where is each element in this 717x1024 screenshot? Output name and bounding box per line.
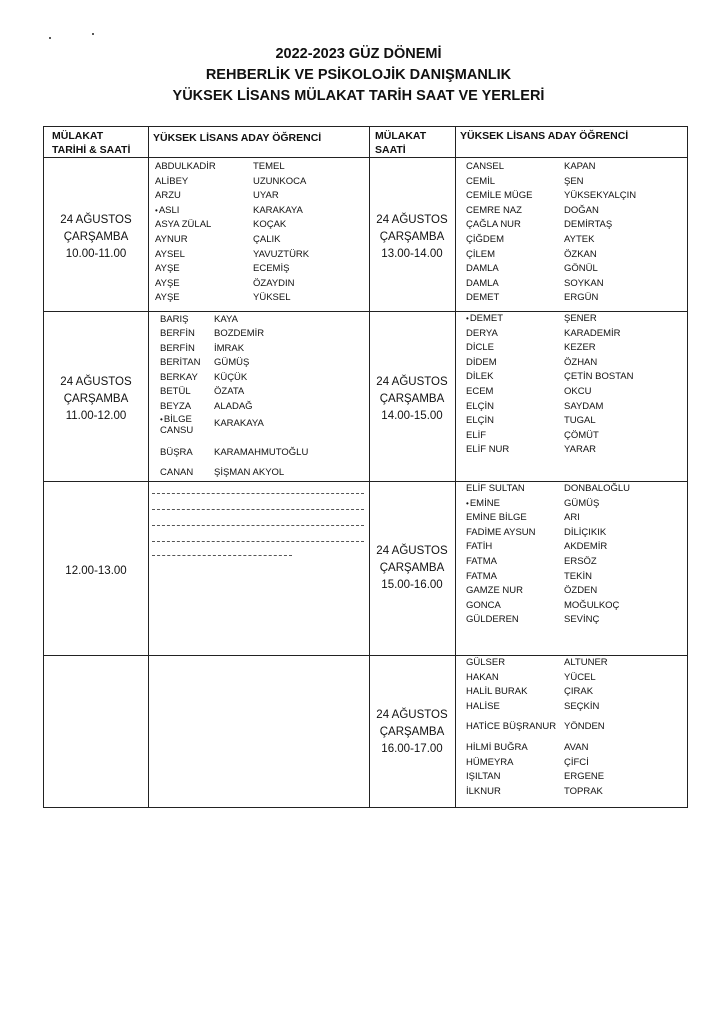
student-last-name: KAYA bbox=[214, 314, 238, 325]
student-first-name: •EMİNE bbox=[466, 497, 500, 509]
student-first-name: FATİH bbox=[466, 541, 493, 553]
student-last-name: OKCU bbox=[564, 386, 592, 397]
student-last-name: SAYDAM bbox=[564, 400, 604, 412]
student-last-name: YÜKSEL bbox=[253, 292, 291, 304]
student-last-name: ÖZATA bbox=[214, 386, 245, 397]
student-last-name: GÜMÜŞ bbox=[564, 497, 600, 509]
header-right-date bbox=[375, 129, 426, 157]
student-first-name: FATMA bbox=[466, 570, 497, 582]
student-last-name: TEKİN bbox=[564, 570, 592, 582]
student-first-name: BERFİN bbox=[160, 342, 195, 354]
student-first-name: GÜLDEREN bbox=[466, 614, 519, 626]
student-first-name: DAMLA bbox=[466, 277, 499, 289]
student-last-name: ALTUNER bbox=[564, 657, 608, 668]
student-last-name: KARAKAYA bbox=[253, 204, 303, 216]
student-first-name: BERKAY bbox=[160, 371, 198, 383]
slot-date: 24 AĞUSTOS bbox=[376, 709, 448, 721]
student-first-name: BERİTAN bbox=[160, 357, 201, 368]
student-first-name: ASYA ZÜLAL bbox=[155, 219, 212, 231]
title-line-1: 2022-2023 GÜZ DÖNEMİ bbox=[275, 46, 442, 62]
student-first-name: GAMZE NUR bbox=[466, 585, 523, 597]
student-last-name: AYTEK bbox=[564, 234, 595, 245]
check-mark-icon: • bbox=[466, 314, 469, 323]
student-last-name: TUGAL bbox=[564, 415, 596, 427]
student-first-name: ÇİĞDEM bbox=[466, 234, 504, 245]
student-last-name: İMRAK bbox=[214, 342, 245, 354]
student-first-name: ELÇİN bbox=[466, 415, 494, 427]
student-first-name: •BİLGE bbox=[160, 414, 192, 425]
student-first-name: HALİSE bbox=[466, 700, 500, 712]
student-first-name: CANAN bbox=[160, 467, 194, 478]
slot-date: 24 AĞUSTOS bbox=[376, 214, 448, 226]
header-left-date-line1: MÜLAKAT bbox=[52, 130, 104, 142]
student-last-name: MOĞULKOÇ bbox=[564, 599, 620, 611]
student-first-name: HAKAN bbox=[466, 671, 499, 683]
student-last-name: ALADAĞ bbox=[214, 400, 253, 412]
title-line-2: REHBERLİK VE PSİKOLOJİK DANIŞMANLIK bbox=[205, 67, 512, 83]
student-first-name: ALİBEY bbox=[155, 175, 189, 187]
student-last-name: KARADEMİR bbox=[564, 327, 621, 339]
student-first-name: İLKNUR bbox=[466, 785, 501, 797]
header-right-date-line1: MÜLAKAT bbox=[375, 130, 427, 142]
student-last-name: ŞEN bbox=[564, 175, 584, 187]
student-first-name: BEYZA bbox=[160, 400, 192, 412]
slot-day: ÇARŞAMBA bbox=[63, 393, 129, 405]
header-left-date bbox=[52, 129, 130, 157]
student-last-name: ŞENER bbox=[564, 313, 597, 324]
student-first-name: •DEMET bbox=[466, 313, 504, 324]
column-divider bbox=[455, 127, 456, 807]
student-first-name: HÜMEYRA bbox=[466, 756, 514, 768]
blank-line bbox=[152, 493, 364, 494]
slot-date: 24 AĞUSTOS bbox=[376, 376, 448, 388]
slot-date-cell bbox=[44, 212, 148, 263]
student-last-name: DEMİRTAŞ bbox=[564, 219, 613, 231]
student-first-name: DERYA bbox=[466, 327, 498, 339]
student-last-name: SEVİNÇ bbox=[564, 614, 600, 626]
student-last-name: ÇIRAK bbox=[564, 686, 594, 697]
student-last-name: AKDEMİR bbox=[564, 541, 608, 553]
student-first-name: CANSU bbox=[160, 425, 194, 436]
student-first-name: DİCLE bbox=[466, 342, 494, 354]
column-divider bbox=[148, 127, 149, 807]
student-first-name: FADİME AYSUN bbox=[466, 526, 536, 538]
student-first-name: HİLMİ BUĞRA bbox=[466, 742, 528, 753]
student-first-name: BERFİN bbox=[160, 328, 195, 339]
slot-time: 14.00-15.00 bbox=[381, 410, 443, 422]
student-last-name: ÖZKAN bbox=[564, 248, 597, 260]
document-title bbox=[0, 44, 717, 107]
slot-time: 13.00-14.00 bbox=[381, 248, 443, 260]
student-first-name: DİLEK bbox=[466, 371, 494, 383]
slot-date-cell bbox=[369, 543, 455, 594]
check-mark-icon: • bbox=[160, 415, 163, 424]
student-last-name: DONBALOĞLU bbox=[564, 483, 630, 494]
student-last-name: GÜMÜŞ bbox=[214, 357, 250, 368]
blank-line bbox=[152, 509, 364, 510]
student-first-name: AYSEL bbox=[155, 248, 185, 260]
student-last-name: SEÇKİN bbox=[564, 700, 600, 712]
student-last-name: BOZDEMİR bbox=[214, 328, 265, 339]
student-last-name: GÖNÜL bbox=[564, 263, 598, 275]
slot-date: 24 AĞUSTOS bbox=[60, 376, 132, 388]
student-last-name: ÇİFCİ bbox=[564, 756, 589, 768]
scan-speck bbox=[92, 33, 94, 35]
student-first-name: GÜLSER bbox=[466, 657, 506, 668]
student-last-name: ERGENE bbox=[564, 771, 605, 782]
header-right-students: YÜKSEK LİSANS ADAY ÖĞRENCİ bbox=[460, 130, 629, 142]
student-first-name: BÜŞRA bbox=[160, 446, 193, 458]
student-last-name: YÖNDEN bbox=[564, 721, 605, 732]
student-first-name: AYŞE bbox=[155, 277, 180, 289]
slot-time: 12.00-13.00 bbox=[65, 565, 127, 577]
header-divider bbox=[44, 157, 687, 158]
student-first-name: AYŞE bbox=[155, 263, 180, 275]
slot-date-cell bbox=[44, 563, 148, 580]
student-last-name: TOPRAK bbox=[564, 785, 603, 797]
student-first-name: AYNUR bbox=[155, 234, 188, 245]
student-first-name: ABDULKADİR bbox=[155, 161, 216, 172]
student-first-name: GONCA bbox=[466, 599, 501, 611]
slot-day: ÇARŞAMBA bbox=[379, 393, 445, 405]
student-first-name: HATİCE BÜŞRANUR bbox=[466, 721, 557, 732]
student-last-name: KAPAN bbox=[564, 161, 596, 172]
student-first-name: HALİL BURAK bbox=[466, 686, 528, 697]
check-mark-icon: • bbox=[155, 205, 158, 215]
slot-date: 24 AĞUSTOS bbox=[376, 545, 448, 557]
student-first-name: EMİNE BİLGE bbox=[466, 512, 527, 524]
student-first-name: CANSEL bbox=[466, 161, 505, 172]
student-first-name: FATMA bbox=[466, 556, 497, 567]
slot-time: 11.00-12.00 bbox=[65, 410, 127, 422]
student-first-name: CEMİLE MÜGE bbox=[466, 190, 533, 202]
title-line-3: YÜKSEK LİSANS MÜLAKAT TARİH SAAT VE YERLERİ bbox=[172, 88, 545, 104]
slot-time: 10.00-11.00 bbox=[65, 248, 127, 260]
student-last-name: UYAR bbox=[253, 190, 279, 202]
student-first-name: AYŞE bbox=[155, 292, 180, 304]
student-first-name: CEMRE NAZ bbox=[466, 204, 522, 216]
schedule-table bbox=[43, 126, 688, 808]
student-last-name: ÇÖMÜT bbox=[564, 429, 599, 441]
student-last-name: KÜÇÜK bbox=[214, 371, 248, 383]
slot-time: 15.00-16.00 bbox=[381, 579, 443, 591]
student-last-name: ERGÜN bbox=[564, 292, 599, 304]
header-left-students: YÜKSEK LİSANS ADAY ÖĞRENCİ bbox=[153, 132, 322, 144]
student-first-name: ELİF SULTAN bbox=[466, 483, 525, 494]
student-last-name: DOĞAN bbox=[564, 204, 599, 216]
slot-day: ÇARŞAMBA bbox=[63, 231, 129, 243]
student-last-name: YÜCEL bbox=[564, 671, 596, 683]
student-first-name: ARZU bbox=[155, 190, 181, 202]
blank-line bbox=[152, 555, 292, 556]
student-last-name: ÖZAYDIN bbox=[253, 277, 295, 289]
student-last-name: YARAR bbox=[564, 444, 597, 456]
student-last-name: AVAN bbox=[564, 742, 589, 753]
student-last-name: ÖZHAN bbox=[564, 356, 598, 368]
slot-time: 16.00-17.00 bbox=[381, 743, 443, 755]
student-first-name: ÇİLEM bbox=[466, 248, 496, 260]
blank-line bbox=[152, 541, 364, 542]
slot-day: ÇARŞAMBA bbox=[379, 726, 445, 738]
student-first-name: DAMLA bbox=[466, 263, 499, 275]
student-last-name: KARAMAHMUTOĞLU bbox=[214, 446, 309, 458]
student-first-name: CEMİL bbox=[466, 175, 496, 187]
slot-date-cell bbox=[369, 707, 455, 758]
slot-date-cell bbox=[369, 374, 455, 425]
scan-speck bbox=[49, 37, 51, 39]
slot-day: ÇARŞAMBA bbox=[379, 562, 445, 574]
slot-date-cell bbox=[44, 374, 148, 425]
student-first-name: DEMET bbox=[466, 292, 500, 304]
slot-date-cell bbox=[369, 212, 455, 263]
check-mark-icon: • bbox=[466, 498, 469, 508]
student-last-name: YAVUZTÜRK bbox=[253, 248, 310, 260]
student-last-name: SOYKAN bbox=[564, 277, 604, 289]
student-last-name: ARI bbox=[564, 512, 580, 524]
student-last-name: ÇETİN BOSTAN bbox=[564, 371, 634, 383]
student-last-name: ERSÖZ bbox=[564, 556, 597, 567]
student-last-name: ECEMİŞ bbox=[253, 263, 290, 275]
student-first-name: •ASLI bbox=[155, 204, 180, 216]
student-last-name: ŞİŞMAN AKYOL bbox=[214, 467, 285, 478]
student-last-name: TEMEL bbox=[253, 161, 285, 172]
student-first-name: BETÜL bbox=[160, 386, 191, 397]
student-first-name: DİDEM bbox=[466, 356, 497, 368]
student-last-name: KEZER bbox=[564, 342, 596, 354]
slot-day: ÇARŞAMBA bbox=[379, 231, 445, 243]
student-first-name: ELİF bbox=[466, 429, 487, 441]
student-first-name: ELÇİN bbox=[466, 400, 494, 412]
student-first-name: BARIŞ bbox=[160, 314, 189, 325]
slot-date: 24 AĞUSTOS bbox=[60, 214, 132, 226]
student-last-name: UZUNKOCA bbox=[253, 175, 307, 187]
student-last-name: ÇALIK bbox=[253, 234, 281, 245]
student-last-name: DİLİÇIKIK bbox=[564, 526, 607, 538]
student-last-name: YÜKSEKYALÇIN bbox=[564, 190, 637, 202]
student-last-name: ÖZDEN bbox=[564, 585, 598, 597]
header-right-date-line2: SAATİ bbox=[375, 144, 406, 156]
header-left-date-line2: TARİHİ & SAATİ bbox=[52, 144, 131, 156]
student-first-name: IŞILTAN bbox=[466, 771, 501, 782]
student-first-name: ECEM bbox=[466, 386, 494, 397]
blank-line bbox=[152, 525, 364, 526]
student-first-name: ÇAĞLA NUR bbox=[466, 219, 521, 231]
student-last-name: KOÇAK bbox=[253, 219, 287, 231]
student-first-name: ELİF NUR bbox=[466, 444, 510, 456]
student-last-name: KARAKAYA bbox=[214, 418, 264, 429]
